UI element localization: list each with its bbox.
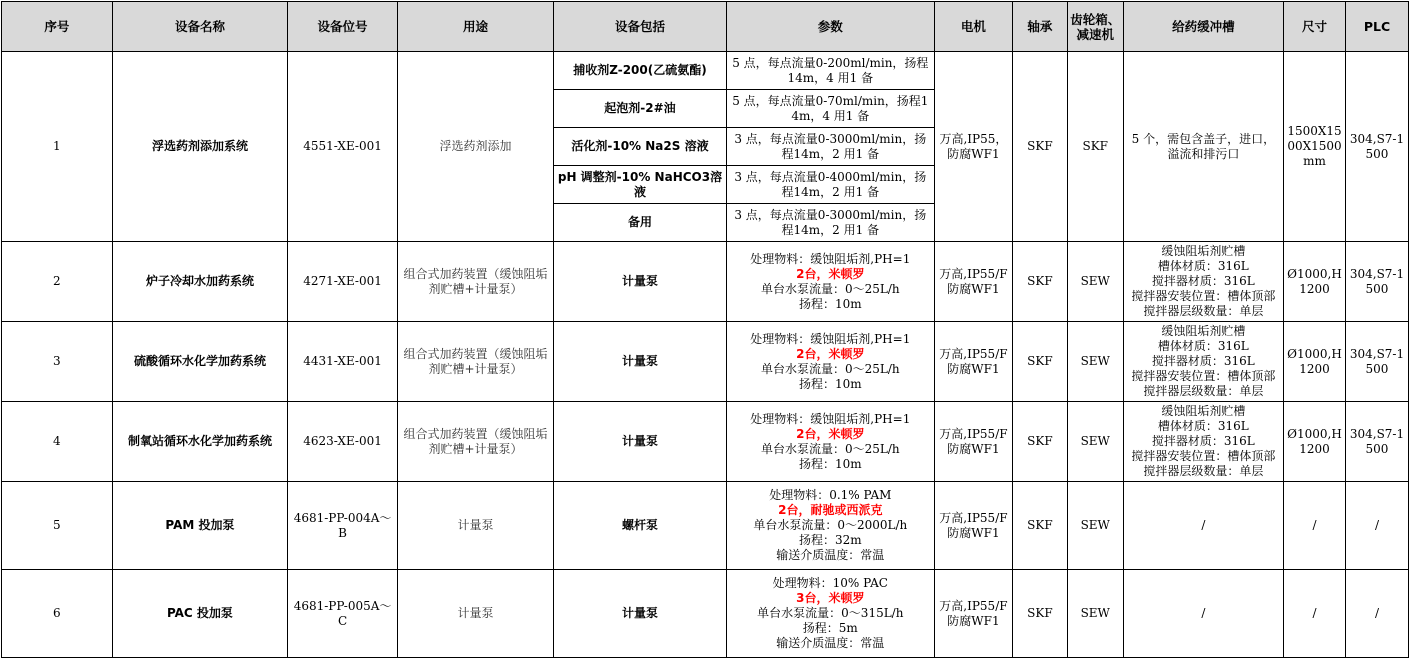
cell-no: 6	[2, 570, 113, 658]
equipment-table	[1, 1, 1409, 658]
tank-line: 缓蚀阻垢剂贮槽	[1161, 404, 1246, 418]
cell-use: 组合式加药装置（缓蚀阻垢剂贮槽+计量泵）	[397, 242, 553, 322]
param-flow: 单台水泵流量：0～25L/h	[760, 441, 900, 456]
cell-sub-param: 5 点，每点流量0-70ml/min，扬程14m，4 用1 备	[726, 90, 934, 128]
cell-use: 组合式加药装置（缓蚀阻垢剂贮槽+计量泵）	[397, 402, 553, 482]
header-use: 用途	[397, 2, 553, 52]
cell-motor: 万高,IP55/F防腐WF1	[934, 482, 1012, 570]
tank-line: 搅拌器材质：316L	[1151, 434, 1255, 448]
cell-size: /	[1284, 482, 1346, 570]
param-head: 扬程：10m	[798, 296, 862, 311]
cell-plc: /	[1345, 482, 1408, 570]
cell-item: 计量泵	[554, 570, 727, 658]
cell-tank: 5 个，需包含盖子，进口，溢流和排污口	[1123, 52, 1283, 242]
cell-item: 计量泵	[554, 322, 727, 402]
param-temp: 输送介质温度：常温	[776, 636, 885, 650]
cell-item: 螺杆泵	[554, 482, 727, 570]
cell-plc: 304,S7-1500	[1345, 242, 1408, 322]
tank-line: 搅拌器材质：316L	[1151, 354, 1255, 368]
tank-line: 搅拌器安装位置：槽体顶部	[1131, 449, 1276, 463]
param-qty-brand: 2台，耐驰或西派克	[778, 503, 883, 517]
param-material: 处理物料：10% PAC	[772, 576, 888, 590]
tank-line: 槽体材质：316L	[1157, 259, 1249, 273]
param-flow: 单台水泵流量：0～25L/h	[760, 361, 900, 376]
cell-size: 1500X1500X1500mm	[1284, 52, 1346, 242]
cell-tank: /	[1123, 482, 1283, 570]
param-head: 扬程：10m	[798, 376, 862, 391]
cell-motor: 万高,IP55/F防腐WF1	[934, 322, 1012, 402]
param-temp: 输送介质温度：常温	[776, 548, 885, 562]
cell-name: 制氧站循环水化学加药系统	[112, 402, 288, 482]
cell-use: 组合式加药装置（缓蚀阻垢剂贮槽+计量泵）	[397, 322, 553, 402]
cell-size: Ø1000,H1200	[1284, 242, 1346, 322]
cell-gearbox: SKF	[1067, 52, 1123, 242]
cell-size: Ø1000,H1200	[1284, 322, 1346, 402]
cell-plc: 304,S7-1500	[1345, 402, 1408, 482]
cell-sub-item: 捕收剂Z-200(乙硫氨酯)	[554, 52, 727, 90]
header-params: 参数	[726, 2, 934, 52]
cell-motor: 万高,IP55，防腐WF1	[934, 52, 1012, 242]
header-tank: 给药缓冲槽	[1123, 2, 1283, 52]
cell-plc: /	[1345, 570, 1408, 658]
header-motor: 电机	[934, 2, 1012, 52]
cell-motor: 万高,IP55/F防腐WF1	[934, 242, 1012, 322]
table-row	[2, 242, 1409, 322]
param-qty-brand: 3台，米顿罗	[796, 591, 865, 605]
cell-sub-param: 3 点，每点流量0-4000ml/min，扬程14m，2 用1 备	[726, 166, 934, 204]
cell-item: 计量泵	[554, 402, 727, 482]
cell-bearing: SKF	[1013, 482, 1068, 570]
table-row	[2, 52, 1409, 90]
cell-gearbox: SEW	[1067, 482, 1123, 570]
header-size: 尺寸	[1284, 2, 1346, 52]
cell-tank: /	[1123, 570, 1283, 658]
cell-gearbox: SEW	[1067, 242, 1123, 322]
cell-item: 计量泵	[554, 242, 727, 322]
param-material: 处理物料：缓蚀阻垢剂,PH=1	[750, 411, 911, 426]
cell-use: 计量泵	[397, 570, 553, 658]
cell-tag: 4681-PP-004A～B	[288, 482, 398, 570]
param-qty-brand: 2台，米顿罗	[796, 266, 865, 281]
header-gearbox: 齿轮箱、减速机	[1067, 2, 1123, 52]
header-no: 序号	[2, 2, 113, 52]
param-material: 处理物料：0.1% PAM	[769, 488, 892, 502]
cell-sub-item: pH 调整剂-10% NaHCO3溶液	[554, 166, 727, 204]
header-plc: PLC	[1345, 2, 1408, 52]
header-name: 设备名称	[112, 2, 288, 52]
cell-use: 计量泵	[397, 482, 553, 570]
cell-params	[726, 242, 934, 322]
tank-line: 搅拌器层级数量：单层	[1143, 464, 1264, 478]
cell-sub-param: 3 点，每点流量0-3000ml/min，扬程14m，2 用1 备	[726, 128, 934, 166]
param-flow: 单台水泵流量：0～25L/h	[760, 281, 900, 296]
cell-plc: 304,S7-1500	[1345, 52, 1408, 242]
tank-line: 搅拌器材质：316L	[1151, 274, 1255, 288]
param-head: 扬程：10m	[798, 456, 862, 471]
cell-size: /	[1284, 570, 1346, 658]
cell-use: 浮选药剂添加	[397, 52, 553, 242]
cell-no: 2	[2, 242, 113, 322]
param-head: 扬程：32m	[798, 533, 862, 547]
cell-no: 1	[2, 52, 113, 242]
cell-size: Ø1000,H1200	[1284, 402, 1346, 482]
cell-bearing: SKF	[1013, 570, 1068, 658]
cell-motor: 万高,IP55/F防腐WF1	[934, 570, 1012, 658]
cell-name: PAM 投加泵	[112, 482, 288, 570]
cell-plc: 304,S7-1500	[1345, 322, 1408, 402]
tank-line: 缓蚀阻垢剂贮槽	[1161, 324, 1246, 338]
header-bearing: 轴承	[1013, 2, 1068, 52]
cell-tank	[1123, 402, 1283, 482]
cell-gearbox: SEW	[1067, 322, 1123, 402]
tank-line: 缓蚀阻垢剂贮槽	[1161, 244, 1246, 258]
cell-bearing: SKF	[1013, 402, 1068, 482]
cell-tank	[1123, 242, 1283, 322]
cell-name: 硫酸循环水化学加药系统	[112, 322, 288, 402]
tank-line: 槽体材质：316L	[1157, 419, 1249, 433]
table-row	[2, 482, 1409, 570]
table-row	[2, 322, 1409, 402]
cell-name: 浮选药剂添加系统	[112, 52, 288, 242]
cell-bearing: SKF	[1013, 322, 1068, 402]
table-row	[2, 402, 1409, 482]
cell-name: PAC 投加泵	[112, 570, 288, 658]
cell-params	[726, 570, 934, 658]
tank-line: 搅拌器层级数量：单层	[1143, 304, 1264, 318]
cell-tag: 4271-XE-001	[288, 242, 398, 322]
cell-sub-item: 活化剂-10% Na2S 溶液	[554, 128, 727, 166]
cell-sub-param: 5 点，每点流量0-200ml/min，扬程14m，4 用1 备	[726, 52, 934, 90]
header-includes: 设备包括	[554, 2, 727, 52]
cell-no: 4	[2, 402, 113, 482]
cell-name: 炉子冷却水加药系统	[112, 242, 288, 322]
param-flow: 单台水泵流量：0～2000L/h	[753, 518, 908, 532]
param-material: 处理物料：缓蚀阻垢剂,PH=1	[750, 331, 911, 346]
cell-sub-item: 起泡剂-2#油	[554, 90, 727, 128]
cell-motor: 万高,IP55/F防腐WF1	[934, 402, 1012, 482]
param-qty-brand: 2台，米顿罗	[796, 426, 865, 441]
cell-tag: 4681-PP-005A～C	[288, 570, 398, 658]
cell-no: 3	[2, 322, 113, 402]
cell-params	[726, 322, 934, 402]
cell-tank	[1123, 322, 1283, 402]
cell-no: 5	[2, 482, 113, 570]
cell-tag: 4431-XE-001	[288, 322, 398, 402]
tank-line: 搅拌器层级数量：单层	[1143, 384, 1264, 398]
param-qty-brand: 2台，米顿罗	[796, 346, 865, 361]
cell-params	[726, 402, 934, 482]
cell-bearing: SKF	[1013, 242, 1068, 322]
header-row	[2, 2, 1409, 52]
tank-line: 搅拌器安装位置：槽体顶部	[1131, 369, 1276, 383]
cell-bearing: SKF	[1013, 52, 1068, 242]
param-head: 扬程：5m	[802, 621, 858, 635]
param-material: 处理物料：缓蚀阻垢剂,PH=1	[750, 251, 911, 266]
cell-tag: 4623-XE-001	[288, 402, 398, 482]
table-row	[2, 570, 1409, 658]
tank-line: 槽体材质：316L	[1157, 339, 1249, 353]
cell-sub-param: 3 点，每点流量0-3000ml/min，扬程14m，2 用1 备	[726, 204, 934, 242]
header-tag: 设备位号	[288, 2, 398, 52]
cell-gearbox: SEW	[1067, 570, 1123, 658]
cell-gearbox: SEW	[1067, 402, 1123, 482]
param-flow: 单台水泵流量：0～315L/h	[757, 606, 904, 620]
cell-sub-item: 备用	[554, 204, 727, 242]
cell-params	[726, 482, 934, 570]
cell-tag: 4551-XE-001	[288, 52, 398, 242]
tank-line: 搅拌器安装位置：槽体顶部	[1131, 289, 1276, 303]
